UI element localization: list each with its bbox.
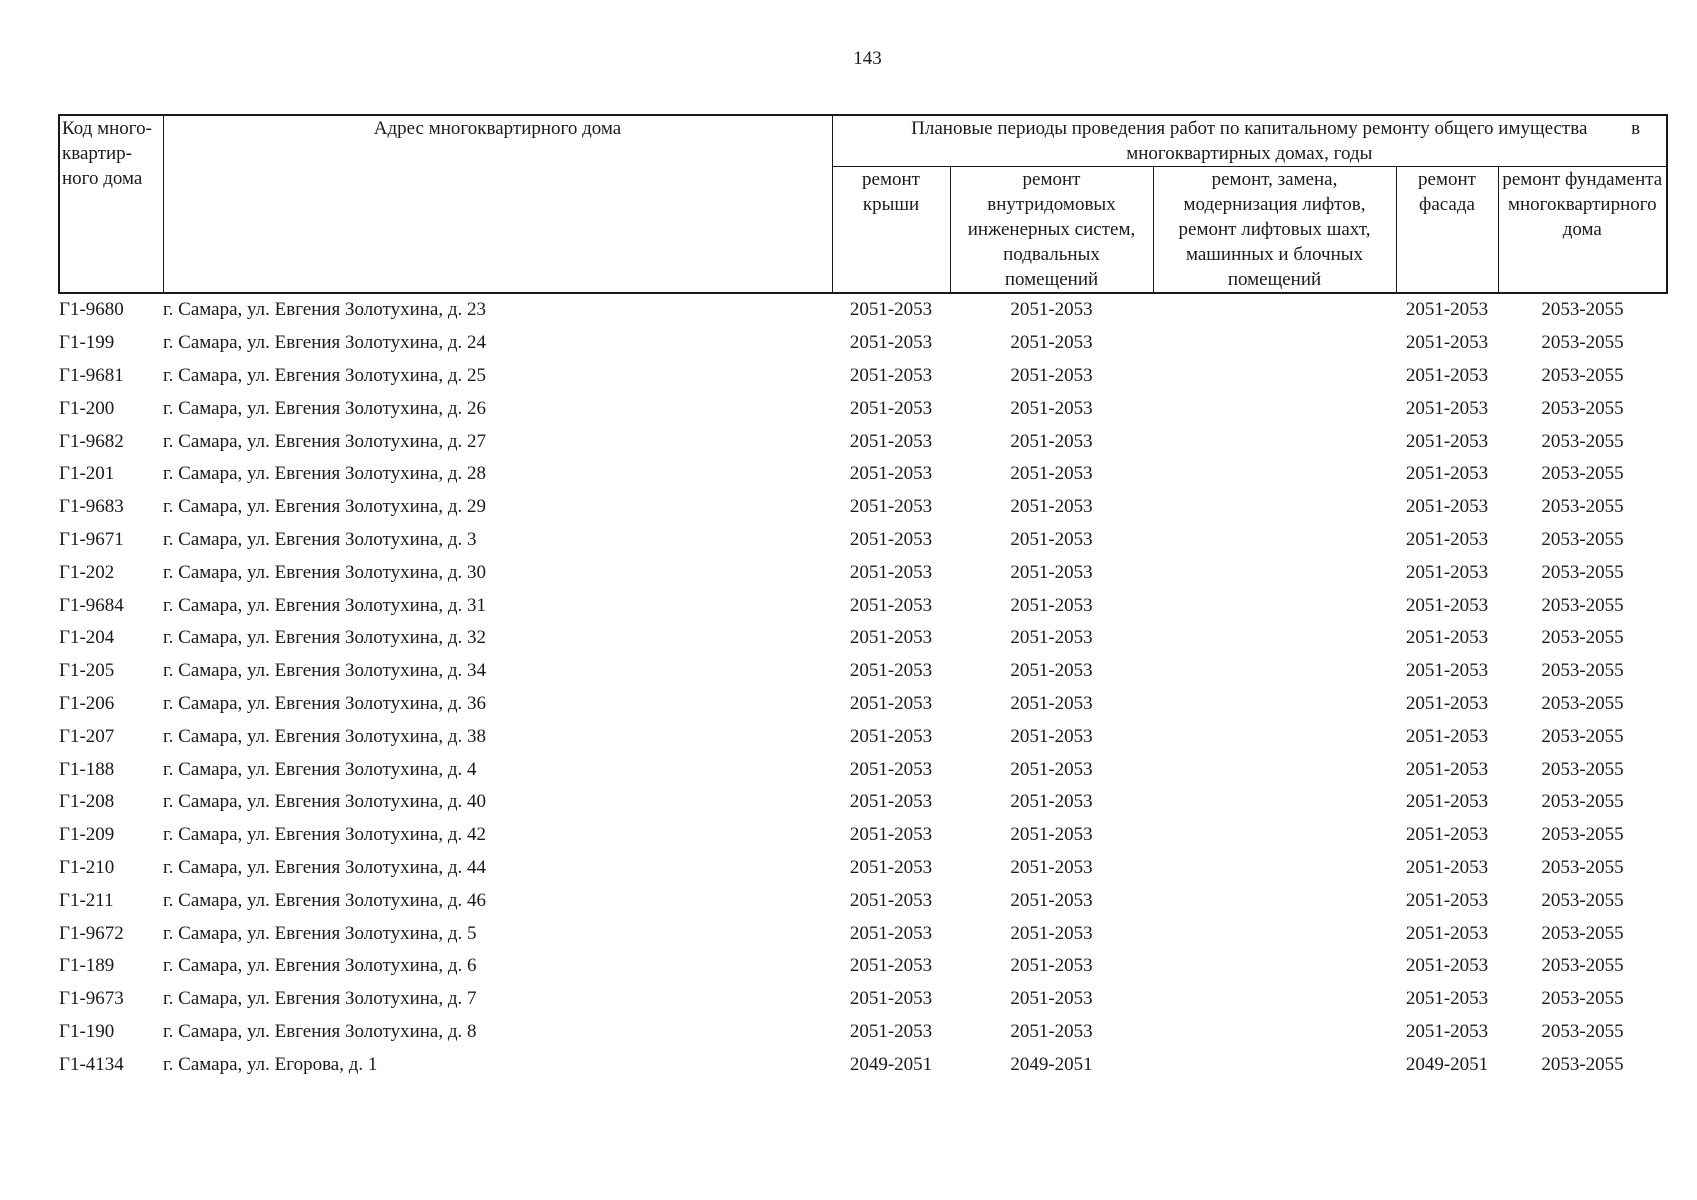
header-foundation [1498, 167, 1667, 294]
cell-roof: 2051-2053 [849, 1020, 933, 1042]
header-facade-line: ремонт [1418, 169, 1476, 190]
cell-engineering: 2051-2053 [1010, 561, 1093, 583]
cell-roof: 2051-2053 [849, 824, 933, 846]
cell-engineering: 2049-2051 [1010, 1053, 1093, 1075]
cell-address: г. Самара, ул. Евгения Золотухина, д. 30 [163, 561, 487, 583]
cell-code: Г1-9671 [59, 528, 124, 550]
cell-facade: 2051-2053 [1405, 627, 1489, 649]
cell-engineering: 2051-2053 [1010, 430, 1093, 452]
cell-foundation: 2053-2055 [1541, 889, 1624, 911]
cell-roof: 2051-2053 [849, 561, 933, 583]
page-number: 143 [853, 48, 882, 69]
table-row [59, 293, 1667, 327]
cell-code: Г1-208 [59, 791, 115, 813]
table-row [59, 491, 1667, 524]
cell-engineering: 2051-2053 [1010, 988, 1093, 1010]
cell-facade: 2051-2053 [1405, 496, 1489, 518]
cell-facade: 2051-2053 [1405, 364, 1489, 386]
header-code-line: Код много- [62, 118, 152, 139]
cell-engineering: 2051-2053 [1010, 758, 1093, 780]
cell-address: г. Самара, ул. Евгения Золотухина, д. 46 [163, 889, 487, 911]
cell-code: Г1-9684 [59, 594, 124, 616]
cell-address: г. Самара, ул. Евгения Золотухина, д. 42 [163, 824, 487, 846]
cell-elevators [1153, 425, 1396, 458]
header-periods-line1 [835, 116, 1665, 141]
cell-engineering: 2051-2053 [1010, 332, 1093, 354]
header-roof-line: ремонт [862, 169, 920, 190]
table-row [59, 852, 1667, 885]
cell-address: г. Самара, ул. Евгения Золотухина, д. 8 [163, 1020, 477, 1042]
header-periods-text: Плановые периоды проведения работ по капитальному ремонту общего имущества [911, 118, 1588, 139]
table-row [59, 458, 1667, 491]
cell-facade: 2051-2053 [1405, 692, 1489, 714]
cell-foundation: 2053-2055 [1541, 791, 1624, 813]
cell-code: Г1-207 [59, 725, 115, 747]
cell-foundation: 2053-2055 [1541, 561, 1624, 583]
cell-engineering: 2051-2053 [1010, 791, 1093, 813]
cell-engineering: 2051-2053 [1010, 824, 1093, 846]
cell-facade: 2051-2053 [1405, 955, 1489, 977]
cell-code: Г1-4134 [59, 1053, 124, 1075]
cell-elevators [1153, 983, 1396, 1016]
cell-elevators [1153, 753, 1396, 786]
cell-code: Г1-9680 [59, 299, 124, 321]
cell-address: г. Самара, ул. Евгения Золотухина, д. 44 [163, 856, 487, 878]
cell-foundation: 2053-2055 [1541, 758, 1624, 780]
cell-code: Г1-199 [59, 332, 115, 354]
cell-roof: 2051-2053 [849, 364, 933, 386]
cell-foundation: 2053-2055 [1541, 692, 1624, 714]
cell-elevators [1153, 491, 1396, 524]
header-code [59, 115, 163, 293]
cell-facade: 2051-2053 [1405, 824, 1489, 846]
cell-foundation: 2053-2055 [1541, 627, 1624, 649]
cell-engineering: 2051-2053 [1010, 692, 1093, 714]
cell-code: Г1-200 [59, 397, 115, 419]
header-address: Адрес многоквартирного дома [163, 115, 832, 293]
header-elevators-line: помещений [1227, 269, 1322, 290]
header-engineering-line: ремонт [1022, 169, 1081, 190]
cell-engineering: 2051-2053 [1010, 496, 1093, 518]
cell-foundation: 2053-2055 [1541, 463, 1624, 485]
cell-elevators [1153, 524, 1396, 557]
header-row-top [59, 115, 1667, 167]
cell-facade: 2051-2053 [1405, 463, 1489, 485]
cell-elevators [1153, 392, 1396, 425]
table-row [59, 720, 1667, 753]
cell-roof: 2051-2053 [849, 889, 933, 911]
table-row [59, 983, 1667, 1016]
header-engineering-line: помещений [1004, 269, 1099, 290]
cell-address: г. Самара, ул. Евгения Золотухина, д. 34 [163, 660, 487, 682]
cell-elevators [1153, 458, 1396, 491]
header-foundation-line: ремонт фундамента [1502, 169, 1663, 190]
header-planned-periods [832, 115, 1667, 167]
cell-foundation: 2053-2055 [1541, 725, 1624, 747]
table-row [59, 360, 1667, 393]
header-elevators-line: модернизация лифтов, [1183, 194, 1366, 215]
cell-facade: 2051-2053 [1405, 397, 1489, 419]
header-periods-tail: в [1631, 118, 1641, 139]
cell-address: г. Самара, ул. Евгения Золотухина, д. 3 [163, 528, 477, 550]
cell-code: Г1-205 [59, 660, 115, 682]
cell-code: Г1-201 [59, 463, 115, 485]
cell-facade: 2051-2053 [1405, 561, 1489, 583]
cell-facade: 2051-2053 [1405, 299, 1489, 321]
table-row [59, 819, 1667, 852]
cell-engineering: 2051-2053 [1010, 594, 1093, 616]
cell-facade: 2051-2053 [1405, 1020, 1489, 1042]
cell-engineering: 2051-2053 [1010, 955, 1093, 977]
header-facade-line: фасада [1419, 194, 1475, 215]
header-roof-line: крыши [862, 194, 920, 215]
table-body [59, 293, 1667, 1081]
cell-engineering: 2051-2053 [1010, 889, 1093, 911]
cell-code: Г1-9673 [59, 988, 124, 1010]
cell-foundation: 2053-2055 [1541, 988, 1624, 1010]
cell-address: г. Самара, ул. Евгения Золотухина, д. 38 [163, 725, 487, 747]
cell-facade: 2051-2053 [1405, 758, 1489, 780]
cell-roof: 2051-2053 [849, 856, 933, 878]
cell-facade: 2051-2053 [1405, 332, 1489, 354]
cell-code: Г1-9682 [59, 430, 124, 452]
header-engineering-line: подвальных [1003, 244, 1100, 265]
cell-address: г. Самара, ул. Евгения Золотухина, д. 40 [163, 791, 487, 813]
cell-engineering: 2051-2053 [1010, 856, 1093, 878]
table-row [59, 556, 1667, 589]
cell-roof: 2051-2053 [849, 397, 933, 419]
cell-elevators [1153, 786, 1396, 819]
cell-foundation: 2053-2055 [1541, 299, 1624, 321]
cell-elevators [1153, 589, 1396, 622]
cell-engineering: 2051-2053 [1010, 922, 1093, 944]
header-elevators-line: ремонт лифтовых шахт, [1178, 219, 1371, 240]
cell-facade: 2051-2053 [1405, 528, 1489, 550]
cell-address: г. Самара, ул. Евгения Золотухина, д. 4 [163, 758, 477, 780]
cell-foundation: 2053-2055 [1541, 1020, 1624, 1042]
cell-foundation: 2053-2055 [1541, 332, 1624, 354]
table-row [59, 392, 1667, 425]
cell-code: Г1-9672 [59, 922, 124, 944]
cell-address: г. Самара, ул. Евгения Золотухина, д. 25 [163, 364, 487, 386]
cell-engineering: 2051-2053 [1010, 463, 1093, 485]
header-elevators [1153, 167, 1396, 294]
cell-roof: 2051-2053 [849, 758, 933, 780]
cell-facade: 2051-2053 [1405, 922, 1489, 944]
table-row [59, 1016, 1667, 1049]
cell-roof: 2051-2053 [849, 299, 933, 321]
cell-address: г. Самара, ул. Евгения Золотухина, д. 28 [163, 463, 487, 485]
header-engineering-line: внутридомовых [987, 194, 1116, 215]
header-elevators-line: машинных и блочных [1185, 244, 1364, 265]
cell-roof: 2049-2051 [849, 1053, 933, 1075]
header-engineering [950, 167, 1153, 294]
table-row [59, 950, 1667, 983]
cell-foundation: 2053-2055 [1541, 528, 1624, 550]
table-row [59, 786, 1667, 819]
cell-code: Г1-202 [59, 561, 115, 583]
cell-engineering: 2051-2053 [1010, 528, 1093, 550]
cell-foundation: 2053-2055 [1541, 397, 1624, 419]
cell-foundation: 2053-2055 [1541, 1053, 1624, 1075]
cell-roof: 2051-2053 [849, 725, 933, 747]
cell-facade: 2051-2053 [1405, 660, 1489, 682]
cell-code: Г1-190 [59, 1020, 115, 1042]
cell-facade: 2051-2053 [1405, 889, 1489, 911]
cell-address: г. Самара, ул. Евгения Золотухина, д. 26 [163, 397, 487, 419]
cell-code: Г1-188 [59, 758, 115, 780]
cell-foundation: 2053-2055 [1541, 922, 1624, 944]
cell-facade: 2051-2053 [1405, 594, 1489, 616]
cell-code: Г1-9681 [59, 364, 124, 386]
header-code-line: квартир- [62, 143, 132, 164]
cell-facade: 2051-2053 [1405, 988, 1489, 1010]
cell-roof: 2051-2053 [849, 692, 933, 714]
cell-elevators [1153, 1016, 1396, 1049]
header-foundation-line: дома [1562, 219, 1602, 240]
cell-engineering: 2051-2053 [1010, 364, 1093, 386]
cell-facade: 2051-2053 [1405, 725, 1489, 747]
table-row [59, 589, 1667, 622]
header-elevators-line: ремонт, замена, [1211, 169, 1338, 190]
table-header [59, 115, 1667, 293]
cell-address: г. Самара, ул. Евгения Золотухина, д. 7 [163, 988, 477, 1010]
cell-address: г. Самара, ул. Евгения Золотухина, д. 24 [163, 332, 487, 354]
cell-elevators [1153, 622, 1396, 655]
table-row [59, 327, 1667, 360]
cell-facade: 2051-2053 [1405, 856, 1489, 878]
cell-elevators [1153, 852, 1396, 885]
cell-address: г. Самара, ул. Евгения Золотухина, д. 6 [163, 955, 477, 977]
cell-roof: 2051-2053 [849, 430, 933, 452]
cell-address: г. Самара, ул. Евгения Золотухина, д. 31 [163, 594, 487, 616]
table-row [59, 688, 1667, 721]
cell-address: г. Самара, ул. Евгения Золотухина, д. 27 [163, 430, 487, 452]
cell-roof: 2051-2053 [849, 496, 933, 518]
cell-engineering: 2051-2053 [1010, 627, 1093, 649]
table-row [59, 917, 1667, 950]
header-facade [1396, 167, 1498, 294]
cell-code: Г1-9683 [59, 496, 124, 518]
cell-address: г. Самара, ул. Евгения Золотухина, д. 29 [163, 496, 487, 518]
cell-elevators [1153, 720, 1396, 753]
cell-code: Г1-209 [59, 824, 115, 846]
cell-roof: 2051-2053 [849, 627, 933, 649]
cell-roof: 2051-2053 [849, 463, 933, 485]
table-row [59, 1048, 1667, 1081]
cell-facade: 2051-2053 [1405, 791, 1489, 813]
cell-roof: 2051-2053 [849, 791, 933, 813]
cell-engineering: 2051-2053 [1010, 660, 1093, 682]
cell-roof: 2051-2053 [849, 660, 933, 682]
cell-elevators [1153, 917, 1396, 950]
cell-engineering: 2051-2053 [1010, 299, 1093, 321]
table-row [59, 655, 1667, 688]
cell-foundation: 2053-2055 [1541, 430, 1624, 452]
cell-engineering: 2051-2053 [1010, 397, 1093, 419]
header-foundation-line: многоквартирного [1507, 194, 1657, 215]
table-row [59, 622, 1667, 655]
table-row [59, 753, 1667, 786]
cell-foundation: 2053-2055 [1541, 856, 1624, 878]
cell-elevators [1153, 556, 1396, 589]
cell-address: г. Самара, ул. Евгения Золотухина, д. 5 [163, 922, 477, 944]
header-code-line: ного дома [62, 168, 143, 189]
cell-code: Г1-189 [59, 955, 115, 977]
header-engineering-line: инженерных систем, [967, 219, 1136, 240]
cell-elevators [1153, 884, 1396, 917]
cell-roof: 2051-2053 [849, 528, 933, 550]
cell-foundation: 2053-2055 [1541, 364, 1624, 386]
cell-elevators [1153, 950, 1396, 983]
cell-address: г. Самара, ул. Евгения Золотухина, д. 32 [163, 627, 487, 649]
cell-elevators [1153, 655, 1396, 688]
repair-schedule-table [58, 114, 1668, 1081]
cell-facade: 2051-2053 [1405, 430, 1489, 452]
cell-engineering: 2051-2053 [1010, 1020, 1093, 1042]
cell-facade: 2049-2051 [1405, 1053, 1489, 1075]
cell-foundation: 2053-2055 [1541, 594, 1624, 616]
cell-foundation: 2053-2055 [1541, 955, 1624, 977]
cell-roof: 2051-2053 [849, 332, 933, 354]
table-row [59, 884, 1667, 917]
cell-code: Г1-206 [59, 692, 115, 714]
cell-elevators [1153, 327, 1396, 360]
cell-address: г. Самара, ул. Евгения Золотухина, д. 36 [163, 692, 487, 714]
header-roof [832, 167, 950, 294]
cell-elevators [1153, 688, 1396, 721]
cell-foundation: 2053-2055 [1541, 496, 1624, 518]
cell-elevators [1153, 819, 1396, 852]
cell-roof: 2051-2053 [849, 955, 933, 977]
cell-elevators [1153, 1048, 1396, 1081]
cell-foundation: 2053-2055 [1541, 660, 1624, 682]
cell-code: Г1-204 [59, 627, 115, 649]
cell-address: г. Самара, ул. Евгения Золотухина, д. 23 [163, 299, 487, 321]
table-row [59, 425, 1667, 458]
cell-roof: 2051-2053 [849, 922, 933, 944]
cell-foundation: 2053-2055 [1541, 824, 1624, 846]
cell-engineering: 2051-2053 [1010, 725, 1093, 747]
cell-elevators [1153, 360, 1396, 393]
cell-roof: 2051-2053 [849, 988, 933, 1010]
cell-code: Г1-211 [59, 889, 114, 911]
table-row [59, 524, 1667, 557]
cell-roof: 2051-2053 [849, 594, 933, 616]
cell-code: Г1-210 [59, 856, 115, 878]
cell-address: г. Самара, ул. Егорова, д. 1 [163, 1053, 378, 1075]
cell-elevators [1153, 293, 1396, 327]
header-periods-line2: многоквартирных домах, годы [1126, 143, 1373, 164]
